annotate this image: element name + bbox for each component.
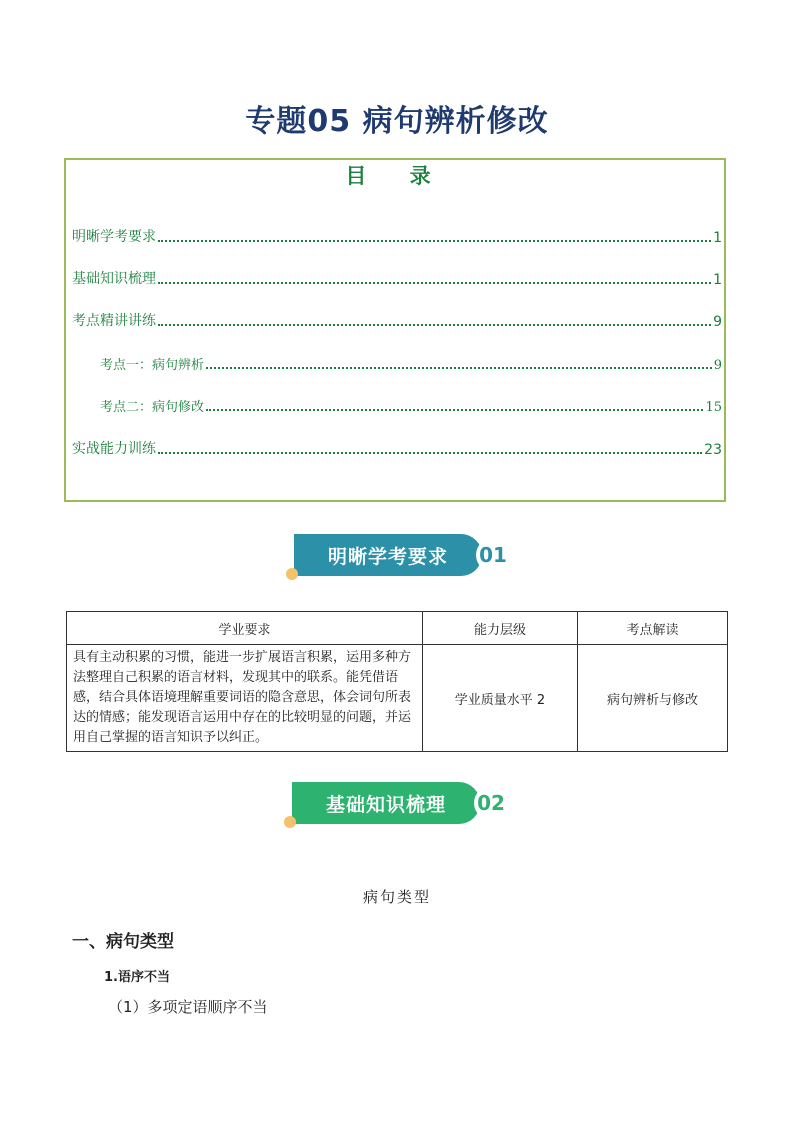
toc-item-label: 实战能力训练 (72, 441, 156, 457)
table-header: 考点解读 (578, 612, 728, 645)
table-cell: 具有主动积累的习惯，能进一步扩展语言积累，运用多种方法整理自己积累的语言材料，发现其中的联系。能凭借语感，结合具体语境理解重要词语的隐含意思，体会词句所表达的情感；能发现语言运用中存在的比较明显的问题，并运用自己掌握的语言知识予以纠正。 (67, 645, 423, 752)
section-item: （1）多项定语顺序不当 (108, 998, 268, 1016)
document-title: 专题05 病句辨析修改 (245, 104, 549, 139)
section-subheading: 1.语序不当 (104, 970, 170, 985)
toc-item-label: 明晰学考要求 (72, 229, 156, 245)
toc-leader (158, 451, 702, 454)
toc-item[interactable] (100, 353, 722, 373)
table-header: 学业要求 (67, 612, 423, 645)
toc-heading: 目 录 (345, 164, 449, 188)
toc-item-page: 1 (713, 272, 722, 288)
toc-item-page: 1 (713, 230, 722, 246)
section-subtitle: 病句类型 (362, 888, 431, 906)
toc-leader (206, 408, 703, 411)
table-header: 能力层级 (423, 612, 578, 645)
toc-item[interactable] (72, 226, 722, 246)
toc-leader (158, 323, 711, 326)
banner-number: 01 (476, 538, 510, 572)
toc-item-label: 考点精讲讲练 (72, 313, 156, 329)
table-cell: 病句辨析与修改 (578, 645, 728, 752)
table-row (67, 645, 728, 752)
toc-item-label: 考点二：病句修改 (100, 400, 205, 415)
toc-item-label: 基础知识梳理 (72, 271, 156, 287)
banner-number: 02 (474, 786, 508, 820)
toc-leader (158, 281, 711, 284)
banner-label: 基础知识梳理 (292, 782, 480, 824)
requirements-table (66, 611, 728, 752)
toc-item[interactable] (72, 438, 722, 458)
toc-leader (206, 366, 712, 369)
banner-dot-icon (286, 568, 298, 580)
toc-item-page: 9 (713, 358, 722, 373)
section-banner (286, 534, 518, 576)
toc-item[interactable] (100, 395, 722, 415)
toc-item-label: 考点一：病句辨析 (100, 358, 205, 373)
toc-item[interactable] (72, 310, 722, 330)
banner-dot-icon (284, 816, 296, 828)
banner-label: 明晰学考要求 (294, 534, 482, 576)
section-banner (284, 782, 516, 824)
toc-item[interactable] (72, 268, 722, 288)
toc-leader (158, 239, 711, 242)
table-header-row (67, 612, 728, 645)
toc-item-page: 9 (713, 314, 722, 330)
toc-item-page: 15 (705, 400, 722, 415)
section-heading: 一、病句类型 (72, 932, 174, 952)
toc-item-page: 23 (704, 442, 722, 458)
table-cell: 学业质量水平 2 (423, 645, 578, 752)
